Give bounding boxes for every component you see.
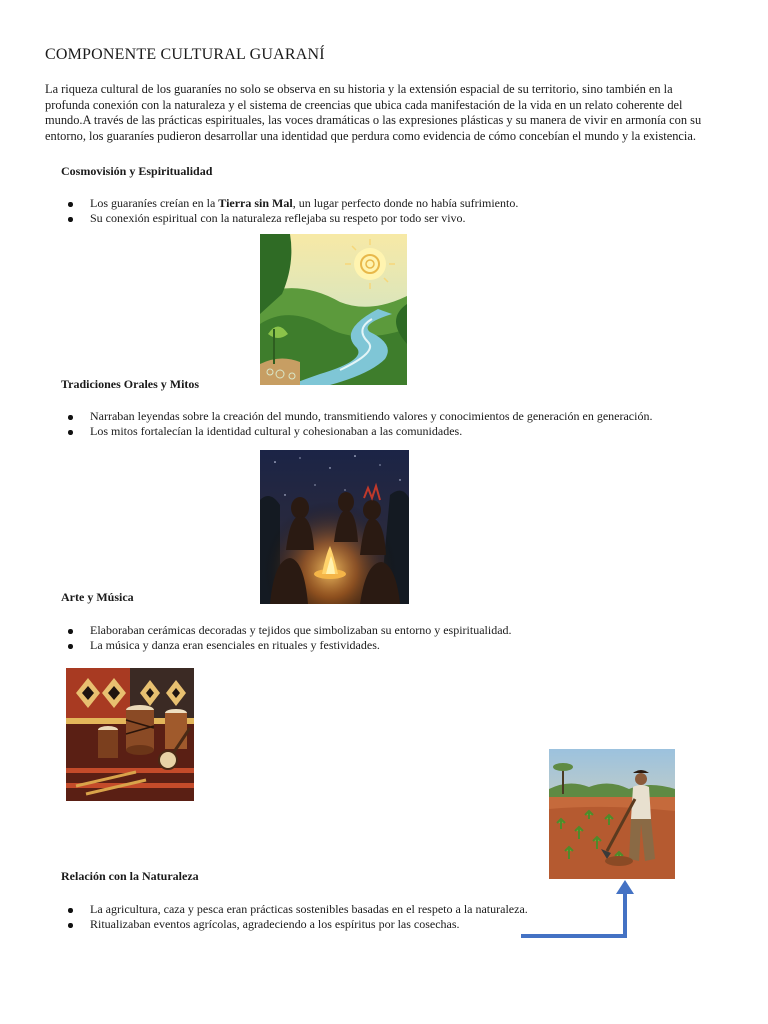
document-title: COMPONENTE CULTURAL GUARANÍ — [45, 46, 325, 63]
list-item: Narraban leyendas sobre la creación del mundo, transmitiendo valores y conocimientos de generación en generación. — [61, 409, 652, 424]
section-heading-cosmovision: Cosmovisión y Espiritualidad — [61, 164, 213, 178]
bullet-list-arte — [61, 623, 512, 654]
list-item: Su conexión espiritual con la naturaleza reflejaba su respeto por todo ser vivo. — [61, 211, 518, 226]
textiles-drums-image — [66, 668, 194, 801]
list-item: La agricultura, caza y pesca eran prácticas sostenibles basadas en el respeto a la naturaleza. — [61, 902, 528, 917]
list-item: La música y danza eran esenciales en rituales y festividades. — [61, 638, 512, 653]
list-item: Los mitos fortalecían la identidad cultural y cohesionaban a las comunidades. — [61, 424, 652, 439]
landscape-river-image — [260, 234, 407, 385]
bullet-list-cosmovision — [61, 196, 518, 227]
campfire-storytelling-image — [260, 450, 409, 604]
bullet-list-naturaleza — [61, 902, 528, 933]
list-item: Los guaraníes creían en la Tierra sin Mal, un lugar perfecto donde no había sufrimiento. — [61, 196, 518, 211]
bold-term: Tierra sin Mal — [218, 196, 293, 210]
list-item: Ritualizaban eventos agrícolas, agradeciendo a los espíritus por las cosechas. — [61, 917, 528, 932]
list-item: Elaboraban cerámicas decoradas y tejidos que simbolizaban su entorno y espiritualidad. — [61, 623, 512, 638]
up-arrow-icon — [515, 876, 635, 942]
section-heading-arte: Arte y Música — [61, 590, 134, 604]
farmer-field-image — [549, 749, 675, 879]
section-heading-naturaleza: Relación con la Naturaleza — [61, 869, 199, 883]
bullet-list-tradiciones — [61, 409, 652, 440]
section-heading-tradiciones: Tradiciones Orales y Mitos — [61, 377, 200, 391]
intro-paragraph: La riqueza cultural de los guaraníes no solo se observa en su historia y la extensión espacial de su territorio, sino también en la profunda conexión con la naturaleza y el sistema de creencias que ubica cada manifestación de la vida en un relato coherente del mundo.A través de las prácticas espirituales, las voces dramáticas o las expresiones plásticas y su manera de vivir en armonía con su entorno, los guaraníes pudieron desarrollar una identidad que perdura como evidencia de cómo concebían el mundo y la existencia. — [45, 82, 702, 143]
